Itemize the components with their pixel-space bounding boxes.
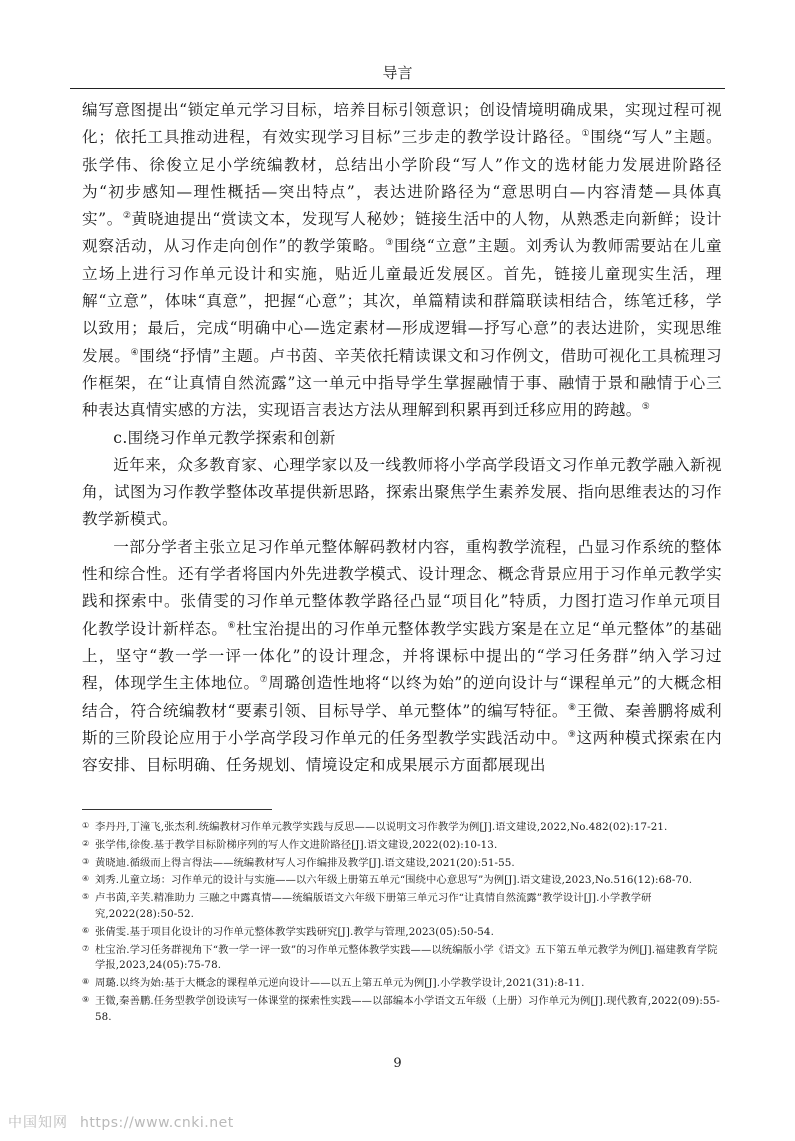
- body-text: [82, 97, 722, 779]
- sentence: 编写意图提出“锁定单元学习目标，培养目标引领意识；创设情境明确成果，实现过程可视化；依托工具推动进程，有效实现学习目标”三步走的教学设计路径。: [82, 101, 722, 147]
- footnote-item: [82, 856, 722, 872]
- footnote-text: 李丹丹,丁潼飞,张杰利.统编教材习作单元教学实践与反思——以说明文习作教学为例[J].语文建设,2022,No.482(02):17-21.: [95, 821, 668, 833]
- footnote-text: 张学伟,徐俊.基于教学目标阶梯序列的写人作文进阶路径[J].语文建设,2022(02):10-13.: [95, 838, 498, 851]
- watermark-brand: 中国知网: [8, 1115, 68, 1131]
- footnote-ref[interactable]: ⑥: [227, 620, 237, 631]
- section-heading: c.围绕习作单元教学探索和创新: [113, 428, 336, 447]
- sentence: 王微、秦善鹏将威利斯的三阶段论应用于小学高学段习作单元的任务型教学实践活动中。: [82, 701, 723, 747]
- footnote-ref[interactable]: ②: [122, 211, 132, 221]
- footnote-item: [82, 976, 722, 992]
- footnote-text: 周璐.以终为始:基于大概念的课程单元逆向设计——以五上第五单元为例[J].小学教学设计,2021(31):8-11.: [95, 977, 585, 990]
- footnote-ref[interactable]: ③: [385, 238, 395, 249]
- footnote-item: [82, 994, 722, 1026]
- footnote-ref[interactable]: ⑧: [568, 702, 577, 713]
- sentence: 黄晓迪提出“赏读文本，发现写人秘妙；链接生活中的人物，从熟悉走向新鲜；设计观察活动，从习作走向创作”的教学策略。: [82, 210, 722, 256]
- footnote-ref[interactable]: ⑦: [259, 675, 269, 686]
- sentence: 这两种模式探索在内容安排、目标明确、任务规划、情境设定和成果展示方面都展现出: [82, 728, 722, 775]
- footnote-mark: ⑧: [82, 977, 90, 987]
- footnote-item: [82, 873, 722, 889]
- footnote-text: 卢书茵,辛芙.精准助力 三融之中露真情——统编版语文六年级下册第三单元习作“让真情自然流露”教学设计[J].小学教学研究,2022(28):50-52.: [95, 892, 652, 920]
- sentence: 一部分学者主张立足习作单元整体解码教材内容，重构教学流程，凸显习作系统的整体性和综合性。还有学者将国内外先进教学模式、设计理念、概念背景应用于习作单元教学实践和探索中。张倩雯的习作单元整体教学路径凸显“项目化”特质，力图打造习作单元项目化教学设计新样态。: [82, 537, 722, 638]
- footnote-ref[interactable]: ⑤: [641, 402, 651, 413]
- footnote-item: [82, 943, 722, 975]
- footnote-mark: ④: [82, 874, 90, 884]
- watermark: [8, 1112, 234, 1132]
- paragraph-intro: 近年来，众多教育家、心理学家以及一线教师将小学高学段语文习作单元教学融入新视角，试图为习作教学整体改革提供新思路，探索出聚焦学生素养发展、指向思维表达的习作教学新模式。: [82, 455, 722, 529]
- sentence: 围绕“抒情”主题。卢书茵、辛芙依托精读课文和习作例文，借助可视化工具梳理习作框架，在“让真情自然流露”这一单元中指导学生掌握融情于事、融情于景和融情于心三种表达真情实感的方法，实现语言表达方法从理解到积累再到迁移应用的跨越。: [82, 346, 723, 420]
- footnotes: [82, 820, 722, 1028]
- paragraph-unit-teaching: [82, 534, 722, 780]
- sentence: 杜宝治提出的习作单元整体教学实践方案是在立足“单元整体”的基础上，坚守“教一学一评一体化”的设计理念，并将课标中提出的“学习任务群”纳入学习过程，体现学生主体地位。: [82, 619, 723, 693]
- footnote-mark: ⑦: [82, 943, 90, 953]
- footnote-text: 黄晓迪.循级而上得言得法——统编教材写人习作编排及教学[J].语文建设,2021(20):51-55.: [95, 856, 515, 869]
- footnote-item: [82, 925, 722, 941]
- sentence: 围绕“写人”主题。张学伟、徐俊立足小学统编教材，总结出小学阶段“写人”作文的选材能力发展进阶路径为“初步感知—理性概括—突出特点”，表达进阶路径为“意思明白—内容清楚—具体真实”。: [82, 128, 723, 229]
- footnote-item: [82, 838, 722, 854]
- footnote-item: [82, 820, 722, 836]
- running-header: 导言: [382, 64, 413, 82]
- footnote-ref[interactable]: ⑨: [567, 729, 577, 740]
- paragraph-writing-themes: [82, 97, 722, 425]
- footnote-mark: ③: [82, 856, 90, 866]
- footnote-mark: ②: [82, 838, 90, 848]
- footnote-mark: ⑨: [82, 994, 90, 1004]
- page-number: 9: [393, 1056, 402, 1071]
- footnote-item: [82, 891, 722, 923]
- footnote-mark: ⑥: [82, 925, 90, 935]
- footnote-ref[interactable]: ①: [581, 129, 591, 140]
- footnote-text: 杜宝治.学习任务群视角下“教一学一评一致”的习作单元整体教学实践——以统编版小学《语文》五下第五单元教学为例[J].福建教育学院学报,2023,24(05):75-78.: [95, 943, 718, 972]
- footnote-text: 张倩雯.基于项目化设计的习作单元整体教学实践研究[J].教学与管理,2023(05):50-54.: [95, 925, 494, 938]
- sentence: 围绕“立意”主题。刘秀认为教师需要站在儿童立场上进行习作单元设计和实施，贴近儿童最近发展区。首先，链接儿童现实生活，理解“立意”，体味“真意”，把握“心意”；其次，单篇精读和群篇联读相结合，练笔迁移，学以致用；最后，完成“明确中心—选定素材—形成逻辑—抒写心意”的表达进阶，实现思维发展。: [82, 237, 723, 365]
- sentence: 周璐创造性地将“以终为始”的逆向设计与“课程单元”的大概念相结合，符合统编教材“要素引领、目标导学、单元整体”的编写特征。: [82, 674, 723, 720]
- footnote-rule: [82, 809, 272, 810]
- footnote-mark: ①: [82, 821, 90, 830]
- footnote-text: 刘秀.儿童立场：习作单元的设计与实施——以六年级上册第五单元“围绕中心意思写”为例[J].语文建设,2023,No.516(12):68-70.: [95, 874, 693, 887]
- footnote-text: 王微,秦善鹏.任务型教学创设读写一体课堂的探索性实践——以部编本小学语文五年级（上册）习作单元为例[J].现代教育,2022(09):55-58.: [95, 994, 720, 1023]
- watermark-url: https://www.cnki.net: [80, 1115, 234, 1131]
- header-rule: [70, 88, 725, 89]
- footnote-mark: ⑤: [82, 892, 90, 902]
- footnote-ref[interactable]: ④: [130, 347, 140, 358]
